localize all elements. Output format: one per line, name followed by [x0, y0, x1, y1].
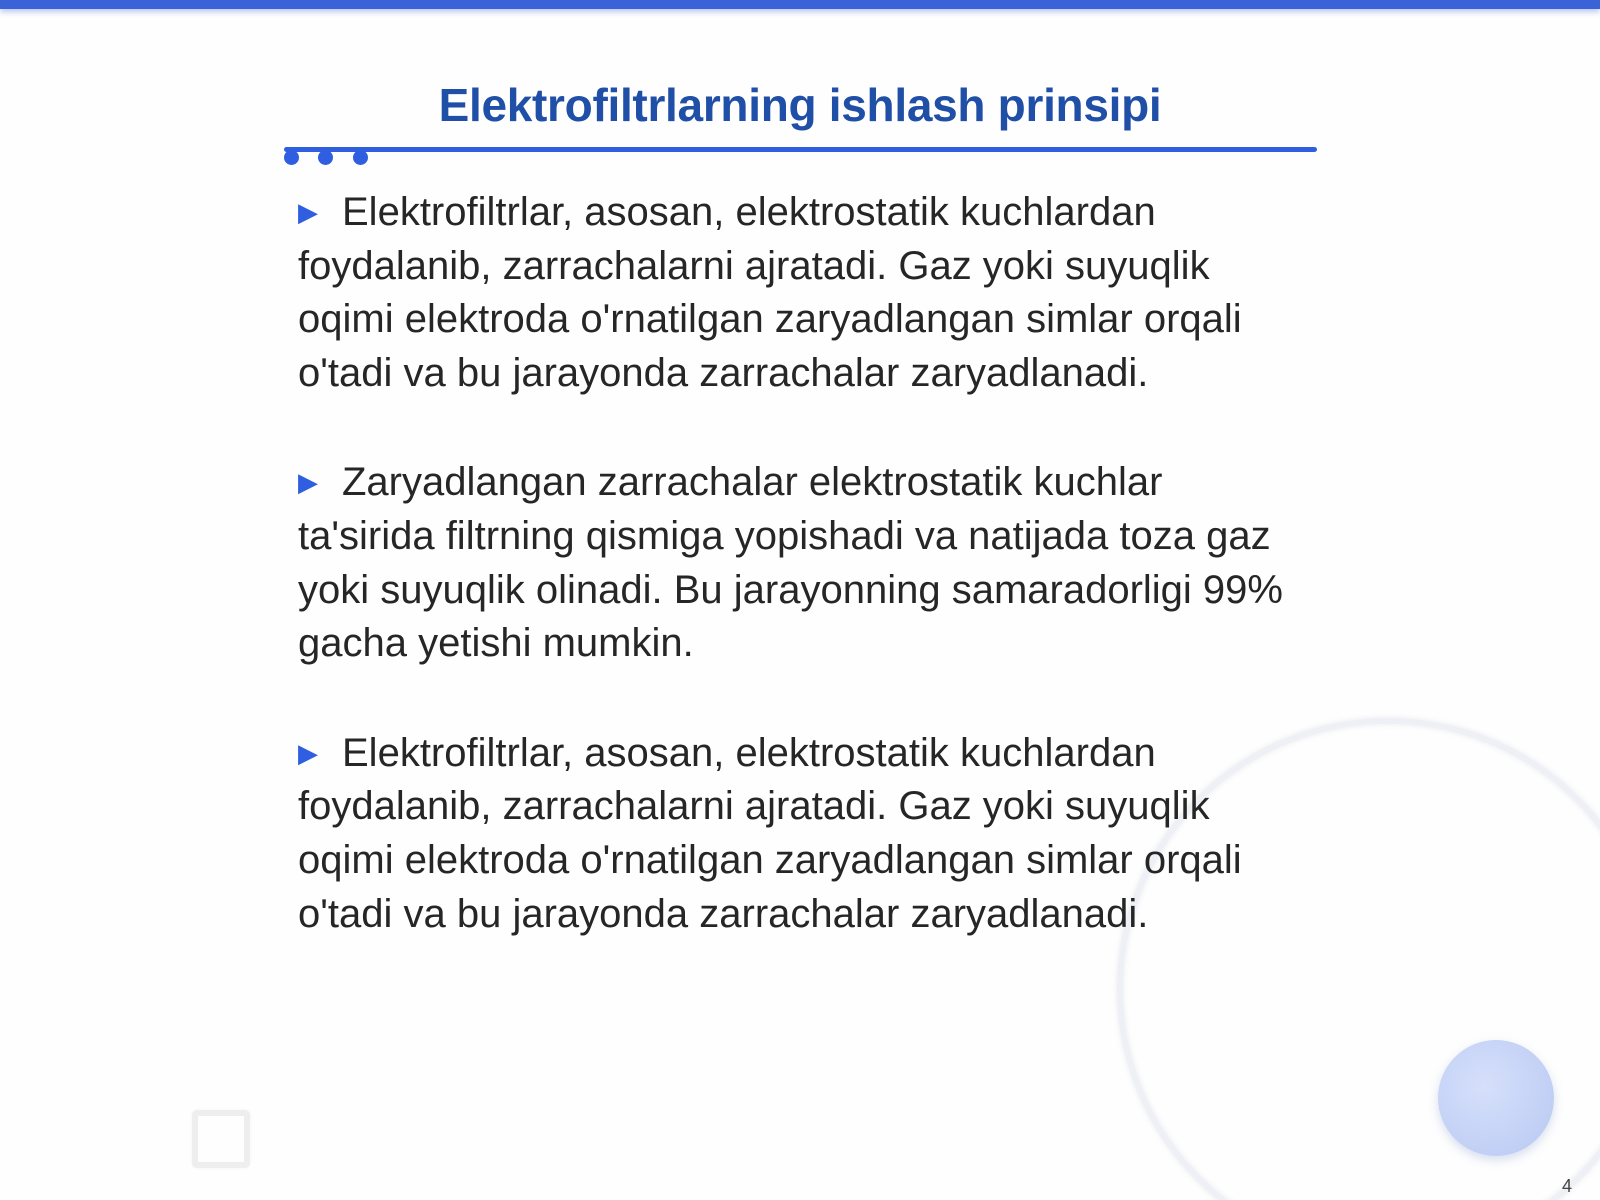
decorative-circle	[1438, 1040, 1554, 1156]
triangle-bullet-icon: ▶	[298, 737, 318, 768]
bullet-list	[298, 186, 1308, 997]
decorative-dot	[353, 150, 368, 165]
slide-title: Elektrofiltrlarning ishlash prinsipi	[438, 79, 1162, 131]
triangle-bullet-icon: ▶	[298, 467, 318, 498]
decorative-dot	[284, 150, 299, 165]
triangle-bullet-icon: ▶	[298, 197, 318, 227]
decorative-square	[192, 1110, 250, 1168]
bullet-item	[298, 186, 1308, 400]
page-number: 4	[1561, 1176, 1572, 1196]
bullet-text: Elektrofiltrlar, asosan, elektrostatik kuchlardan foydalanib, zarrachalarni ajratadi. Gaz yoki suyuqlik oqimi elektroda o'rnatilgan zaryadlangan simlar orqali o'tadi va bu jarayonda zarrachalar zaryadlanadi.	[298, 190, 1242, 395]
bullet-item	[298, 456, 1308, 670]
bullet-text: Zaryadlangan zarrachalar elektrostatik kuchlar ta'sirida filtrning qismiga yopishadi va natijada toza gaz yoki suyuqlik olinadi. Bu jarayonning samaradorligi 99% gacha yetishi mumkin.	[298, 460, 1283, 666]
bullet-item	[298, 727, 1308, 941]
top-accent-bar	[0, 0, 1600, 9]
title-underline	[284, 147, 1317, 152]
bullet-text: Elektrofiltrlar, asosan, elektrostatik kuchlardan foydalanib, zarrachalarni ajratadi. Gaz yoki suyuqlik oqimi elektroda o'rnatilgan zaryadlangan simlar orqali o'tadi va bu jarayonda zarrachalar zaryadlanadi.	[298, 730, 1242, 936]
decorative-dot	[318, 150, 333, 165]
